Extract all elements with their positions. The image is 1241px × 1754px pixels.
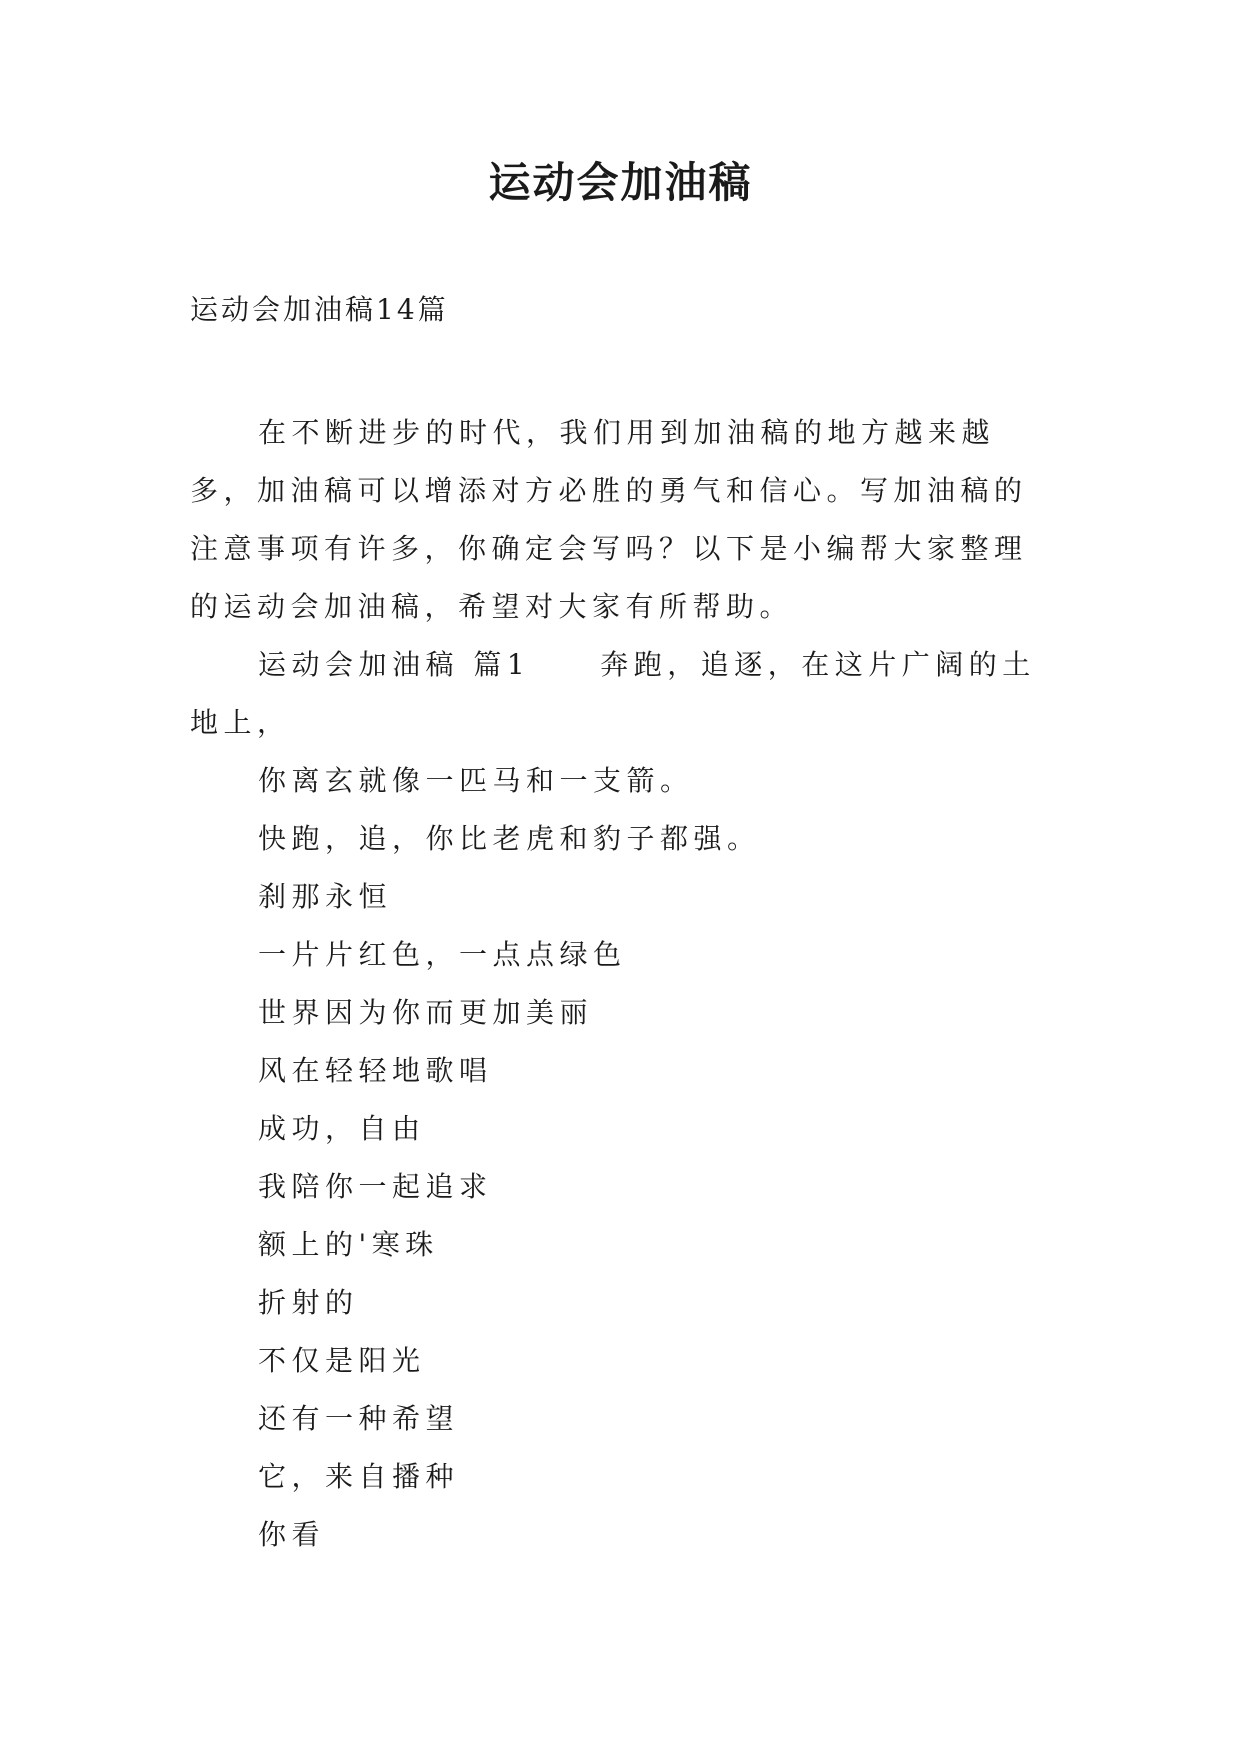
poem-line: 风在轻轻地歌唱	[258, 1054, 493, 1087]
poem-line: 它，来自播种	[258, 1460, 460, 1493]
poem-line: 世界因为你而更加美丽	[258, 996, 594, 1029]
poem-line: 折射的	[258, 1286, 359, 1319]
poem-line: 你看	[258, 1518, 326, 1551]
poem-line: 额上的'寒珠	[258, 1228, 439, 1261]
intro-paragraph: 在不断进步的时代，我们用到加油稿的地方越来越多，加油稿可以增添对方必胜的勇气和信心。写加油稿的注意事项有许多，你确定会写吗？以下是小编帮大家整理的运动会加油稿，希望对大家有所帮助。	[190, 416, 1028, 623]
poem-line: 刹那永恒	[258, 880, 393, 913]
poem-line: 成功，自由	[258, 1112, 426, 1145]
document-title: 运动会加油稿	[488, 158, 753, 207]
poem-lines	[190, 752, 1050, 1564]
section-heading: 运动会加油稿 篇1	[258, 648, 531, 681]
document-body	[190, 404, 1050, 1564]
poem-line: 快跑，追，你比老虎和豹子都强。	[258, 822, 761, 855]
section-heading-line	[190, 636, 1050, 752]
poem-line: 不仅是阳光	[258, 1344, 426, 1377]
document-subtitle: 运动会加油稿14篇	[190, 293, 449, 326]
poem-line: 一片片红色，一点点绿色	[258, 938, 627, 971]
poem-line: 还有一种希望	[258, 1402, 460, 1435]
poem-line: 我陪你一起追求	[258, 1170, 493, 1203]
section-first-line: 奔跑，追逐，在这片广阔的土地上，	[190, 648, 1036, 739]
poem-line: 你离玄就像一匹马和一支箭。	[258, 764, 694, 797]
